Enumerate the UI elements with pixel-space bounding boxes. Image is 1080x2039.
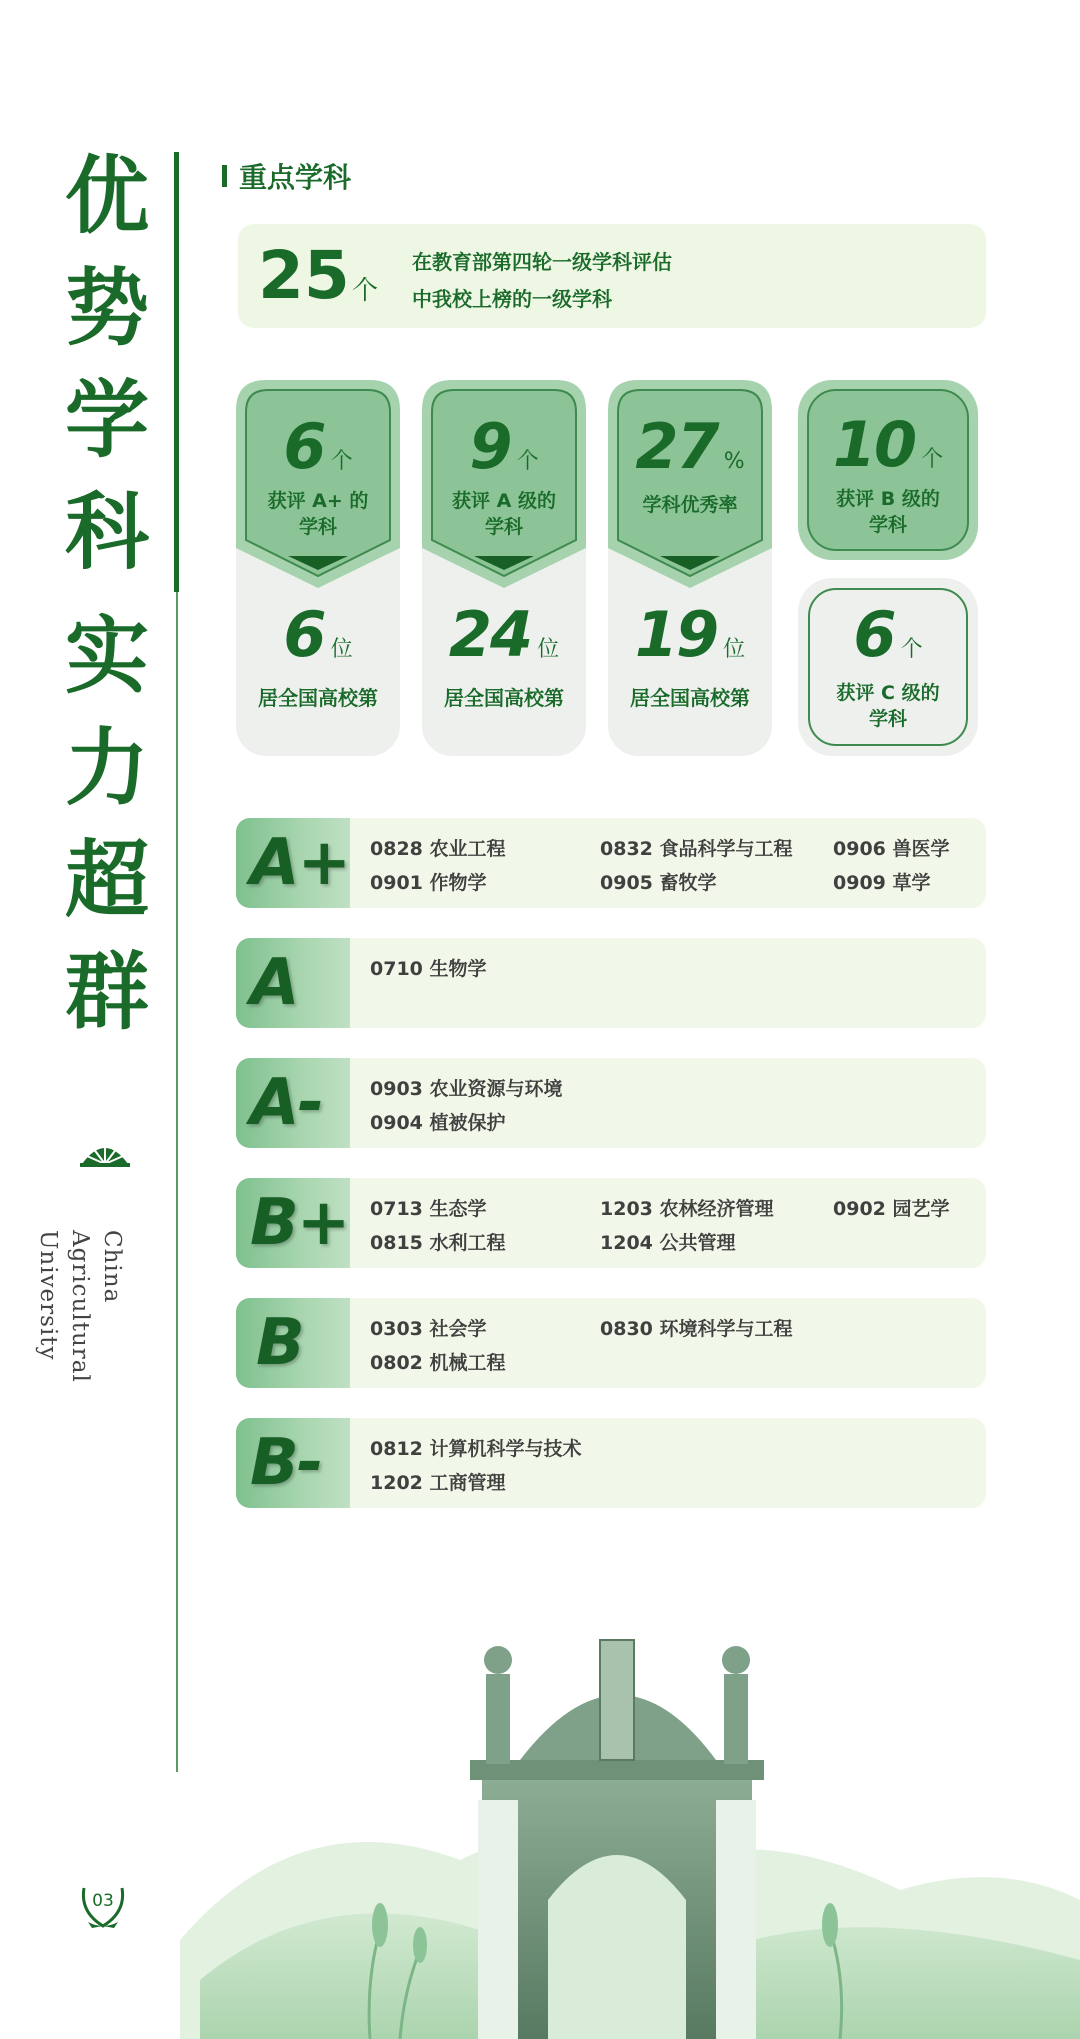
grade-tag [236, 1178, 350, 1268]
gate-icon [470, 1640, 764, 2039]
grade-letter: B [256, 1306, 303, 1380]
discipline-item: 0904 植被保护 [370, 1112, 506, 1134]
title-char: 实 [64, 606, 149, 705]
discipline-item: 0802 机械工程 [370, 1352, 506, 1374]
stat-bottom-value: 19 位 [634, 598, 746, 671]
stat-card-c-level [798, 578, 978, 756]
stat-top-value: 10 个 [832, 408, 944, 481]
title-char: 优 [64, 146, 149, 245]
summary-count: 25 [258, 237, 350, 314]
grade-tag [236, 1418, 350, 1508]
discipline-item: 0901 作物学 [370, 872, 487, 894]
grade-row-b-minus [236, 1418, 986, 1508]
stat-bottom-value: 24 位 [448, 598, 560, 671]
vertical-rule-thin [176, 592, 178, 1772]
grade-letter: A [250, 946, 298, 1020]
stat-card-excellence-rate [608, 380, 772, 756]
stat-top-value: 9 个 [469, 410, 539, 483]
section-title: 重点学科 [239, 161, 352, 194]
title-char: 势 [64, 258, 149, 357]
stat-top-label: 学科优秀率 [642, 494, 738, 516]
stat-top-label: 获评 A+ 的 学科 [267, 490, 369, 538]
vertical-rule-thick [174, 152, 179, 592]
discipline-item: 0832 食品科学与工程 [600, 838, 793, 860]
stat-bottom-label: 居全国高校第 [444, 686, 564, 710]
discipline-item: 0903 农业资源与环境 [370, 1078, 563, 1100]
section-header [222, 156, 351, 196]
discipline-item: 0828 农业工程 [370, 838, 506, 860]
grade-tag [236, 818, 350, 908]
stat-bottom-label: 获评 C 级的 学科 [836, 682, 940, 730]
discipline-item: 1203 农林经济管理 [600, 1198, 774, 1220]
stat-top-value: 6 个 [283, 410, 353, 483]
discipline-item: 0830 环境科学与工程 [600, 1318, 793, 1340]
grade-letter: A- [250, 1066, 323, 1140]
discipline-item: 1204 公共管理 [600, 1232, 736, 1254]
university-emblem-icon [78, 1138, 132, 1168]
discipline-item: 0902 园艺学 [833, 1198, 950, 1220]
grade-tag [236, 1298, 350, 1388]
discipline-item: 0815 水利工程 [370, 1232, 506, 1254]
stat-card-a-plus [236, 380, 400, 756]
stat-bottom-label: 居全国高校第 [258, 686, 378, 710]
grade-tag [236, 1058, 350, 1148]
stat-bottom-value: 6 个 [853, 598, 923, 671]
stat-top-label: 获评 A 级的 学科 [452, 490, 556, 538]
header-accent-bar [222, 165, 227, 187]
discipline-item: 0713 生态学 [370, 1198, 487, 1220]
grade-tag [236, 938, 350, 1028]
summary-box [238, 224, 986, 328]
stat-bottom-value: 6 位 [283, 598, 353, 671]
discipline-item: 0812 计算机科学与技术 [370, 1438, 582, 1460]
grade-row-a-minus [236, 1058, 986, 1148]
grade-letter: B- [250, 1426, 322, 1500]
grade-letter: A+ [250, 826, 350, 900]
campus-gate-illustration [0, 1600, 1080, 2039]
stat-card-b-level [798, 380, 978, 560]
discipline-item: 0303 社会学 [370, 1318, 487, 1340]
stat-top-label: 获评 B 级的 学科 [836, 488, 940, 536]
university-english-name: China Agricultural University [35, 1230, 125, 1383]
grade-letter: B+ [250, 1186, 349, 1260]
vertical-title-1 [52, 140, 162, 588]
stat-top-value: 27 % [635, 410, 745, 483]
stat-card-a [422, 380, 586, 756]
title-char: 力 [64, 718, 149, 817]
discipline-item: 0710 生物学 [370, 958, 487, 980]
summary-unit: 个 [352, 276, 379, 306]
title-char: 群 [64, 942, 149, 1041]
grade-row-a [236, 938, 986, 1028]
grade-row-a-plus [236, 818, 986, 908]
discipline-item: 0909 草学 [833, 872, 931, 894]
grade-row-b-plus [236, 1178, 986, 1268]
stat-bottom-label: 居全国高校第 [630, 686, 750, 710]
discipline-item: 0906 兽医学 [833, 838, 950, 860]
title-char: 超 [64, 830, 149, 929]
discipline-item: 1202 工商管理 [370, 1472, 506, 1494]
grade-row-b [236, 1298, 986, 1388]
summary-description: 在教育部第四轮一级学科评估 中我校上榜的一级学科 [412, 250, 672, 311]
title-char: 科 [64, 482, 149, 581]
discipline-item: 0905 畜牧学 [600, 872, 717, 894]
title-char: 学 [64, 370, 149, 469]
page-number: 03 [92, 1891, 114, 1911]
vertical-title-2 [52, 600, 162, 1048]
